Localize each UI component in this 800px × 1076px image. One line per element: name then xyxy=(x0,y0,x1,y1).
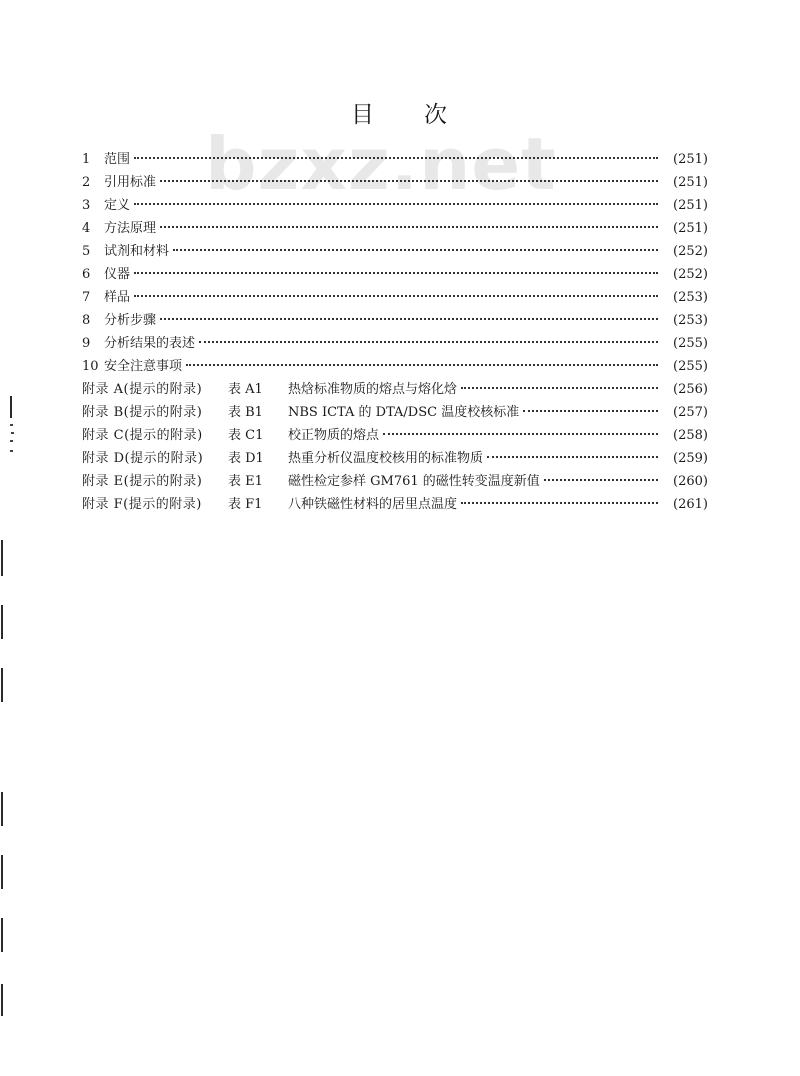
dot-leader xyxy=(523,410,658,412)
toc-row-section-2[interactable] xyxy=(82,171,708,194)
section-title: 安全注意事项 xyxy=(104,359,183,374)
appendix-label: 附录 E(提示的附录) xyxy=(82,474,203,489)
page-number: (259) xyxy=(673,451,708,466)
section-title: 分析结果的表述 xyxy=(104,336,196,351)
page-number: (252) xyxy=(673,244,708,259)
toc-row-section-8[interactable] xyxy=(82,309,708,332)
appendix-label: 附录 A(提示的附录) xyxy=(82,382,203,397)
toc-row-appendix-c[interactable] xyxy=(82,424,708,447)
table-label: 表 E1 xyxy=(228,474,263,489)
page-number: (251) xyxy=(673,221,708,236)
appendix-title: 热重分析仪温度校核用的标准物质 xyxy=(288,451,484,466)
appendix-title: NBS ICTA 的 DTA/DSC 温度校核标准 xyxy=(288,405,520,420)
section-title: 分析步骤 xyxy=(104,313,157,328)
toc-row-section-3[interactable] xyxy=(82,194,708,217)
dot-leader xyxy=(487,456,658,458)
page-number: (257) xyxy=(673,405,708,420)
page-number: (251) xyxy=(673,152,708,167)
section-title: 试剂和材料 xyxy=(104,244,170,259)
toc-row-appendix-f[interactable] xyxy=(82,493,708,516)
scan-speck xyxy=(11,432,14,434)
scan-margin-mark xyxy=(1,668,3,702)
scan-margin-mark xyxy=(1,792,3,826)
toc-row-appendix-d[interactable] xyxy=(82,447,708,470)
section-title: 仪器 xyxy=(104,267,131,282)
title-char-2: 次 xyxy=(424,102,449,128)
toc-row-section-5[interactable] xyxy=(82,240,708,263)
scan-margin-mark xyxy=(10,396,12,418)
scan-margin-mark xyxy=(1,855,3,889)
scan-speck xyxy=(10,440,13,442)
page-number: (258) xyxy=(673,428,708,443)
toc-row-section-9[interactable] xyxy=(82,332,708,355)
toc-row-appendix-b[interactable] xyxy=(82,401,708,424)
table-label: 表 C1 xyxy=(228,428,264,443)
page-number: (251) xyxy=(673,198,708,213)
section-title: 样品 xyxy=(104,290,131,305)
scan-margin-mark xyxy=(1,918,3,952)
toc-row-section-6[interactable] xyxy=(82,263,708,286)
page-number: (253) xyxy=(673,290,708,305)
page-number: (251) xyxy=(673,175,708,190)
page-number: (255) xyxy=(673,359,708,374)
dot-leader xyxy=(383,433,658,435)
table-label: 表 F1 xyxy=(228,497,263,512)
scan-speck xyxy=(10,424,13,426)
dot-leader xyxy=(173,249,658,251)
section-number: 4 xyxy=(82,221,91,236)
section-number: 7 xyxy=(82,290,91,305)
table-label: 表 B1 xyxy=(228,405,263,420)
toc-row-section-4[interactable] xyxy=(82,217,708,240)
dot-leader xyxy=(134,272,658,274)
toc-row-section-7[interactable] xyxy=(82,286,708,309)
appendix-label: 附录 B(提示的附录) xyxy=(82,405,203,420)
table-label: 表 A1 xyxy=(228,382,263,397)
appendix-label: 附录 D(提示的附录) xyxy=(82,451,204,466)
dot-leader xyxy=(134,157,658,159)
dot-leader xyxy=(199,341,658,343)
table-label: 表 D1 xyxy=(228,451,264,466)
scan-margin-mark xyxy=(1,984,3,1016)
appendix-title: 磁性检定参样 GM761 的磁性转变温度新值 xyxy=(288,474,540,489)
page-number: (252) xyxy=(673,267,708,282)
dot-leader xyxy=(461,502,658,504)
section-title: 定义 xyxy=(104,198,131,213)
appendix-label: 附录 F(提示的附录) xyxy=(82,497,202,512)
scan-margin-mark xyxy=(1,540,3,576)
section-number: 5 xyxy=(82,244,91,259)
section-number: 9 xyxy=(82,336,91,351)
section-number: 2 xyxy=(82,175,91,190)
toc-row-appendix-a[interactable] xyxy=(82,378,708,401)
dot-leader xyxy=(160,226,658,228)
section-title: 方法原理 xyxy=(104,221,157,236)
dot-leader xyxy=(461,387,658,389)
watermark: bzxz.net xyxy=(205,122,557,206)
section-title: 范围 xyxy=(104,152,131,167)
dot-leader xyxy=(134,295,658,297)
scan-speck xyxy=(10,450,13,452)
toc-row-appendix-e[interactable] xyxy=(82,470,708,493)
dot-leader xyxy=(134,203,658,205)
dot-leader xyxy=(160,318,658,320)
dot-leader xyxy=(186,364,658,366)
dot-leader xyxy=(160,180,658,182)
toc-row-section-10[interactable] xyxy=(82,355,708,378)
page-number: (260) xyxy=(673,474,708,489)
toc-row-section-1[interactable] xyxy=(82,148,708,171)
scan-margin-mark xyxy=(1,605,3,639)
appendix-label: 附录 C(提示的附录) xyxy=(82,428,203,443)
page-number: (253) xyxy=(673,313,708,328)
section-title: 引用标准 xyxy=(104,175,157,190)
dot-leader xyxy=(544,479,658,481)
page-number: (256) xyxy=(673,382,708,397)
title-char-1: 目 xyxy=(351,102,376,128)
appendix-title: 校正物质的熔点 xyxy=(288,428,380,443)
section-number: 6 xyxy=(82,267,91,282)
appendix-title: 八种铁磁性材料的居里点温度 xyxy=(288,497,458,512)
section-number: 3 xyxy=(82,198,91,213)
section-number: 1 xyxy=(82,152,91,167)
page-number: (255) xyxy=(673,336,708,351)
section-number: 10 xyxy=(82,359,99,374)
section-number: 8 xyxy=(82,313,91,328)
appendix-title: 热焓标准物质的熔点与熔化焓 xyxy=(288,382,458,397)
table-of-contents xyxy=(82,148,708,516)
page-number: (261) xyxy=(673,497,708,512)
